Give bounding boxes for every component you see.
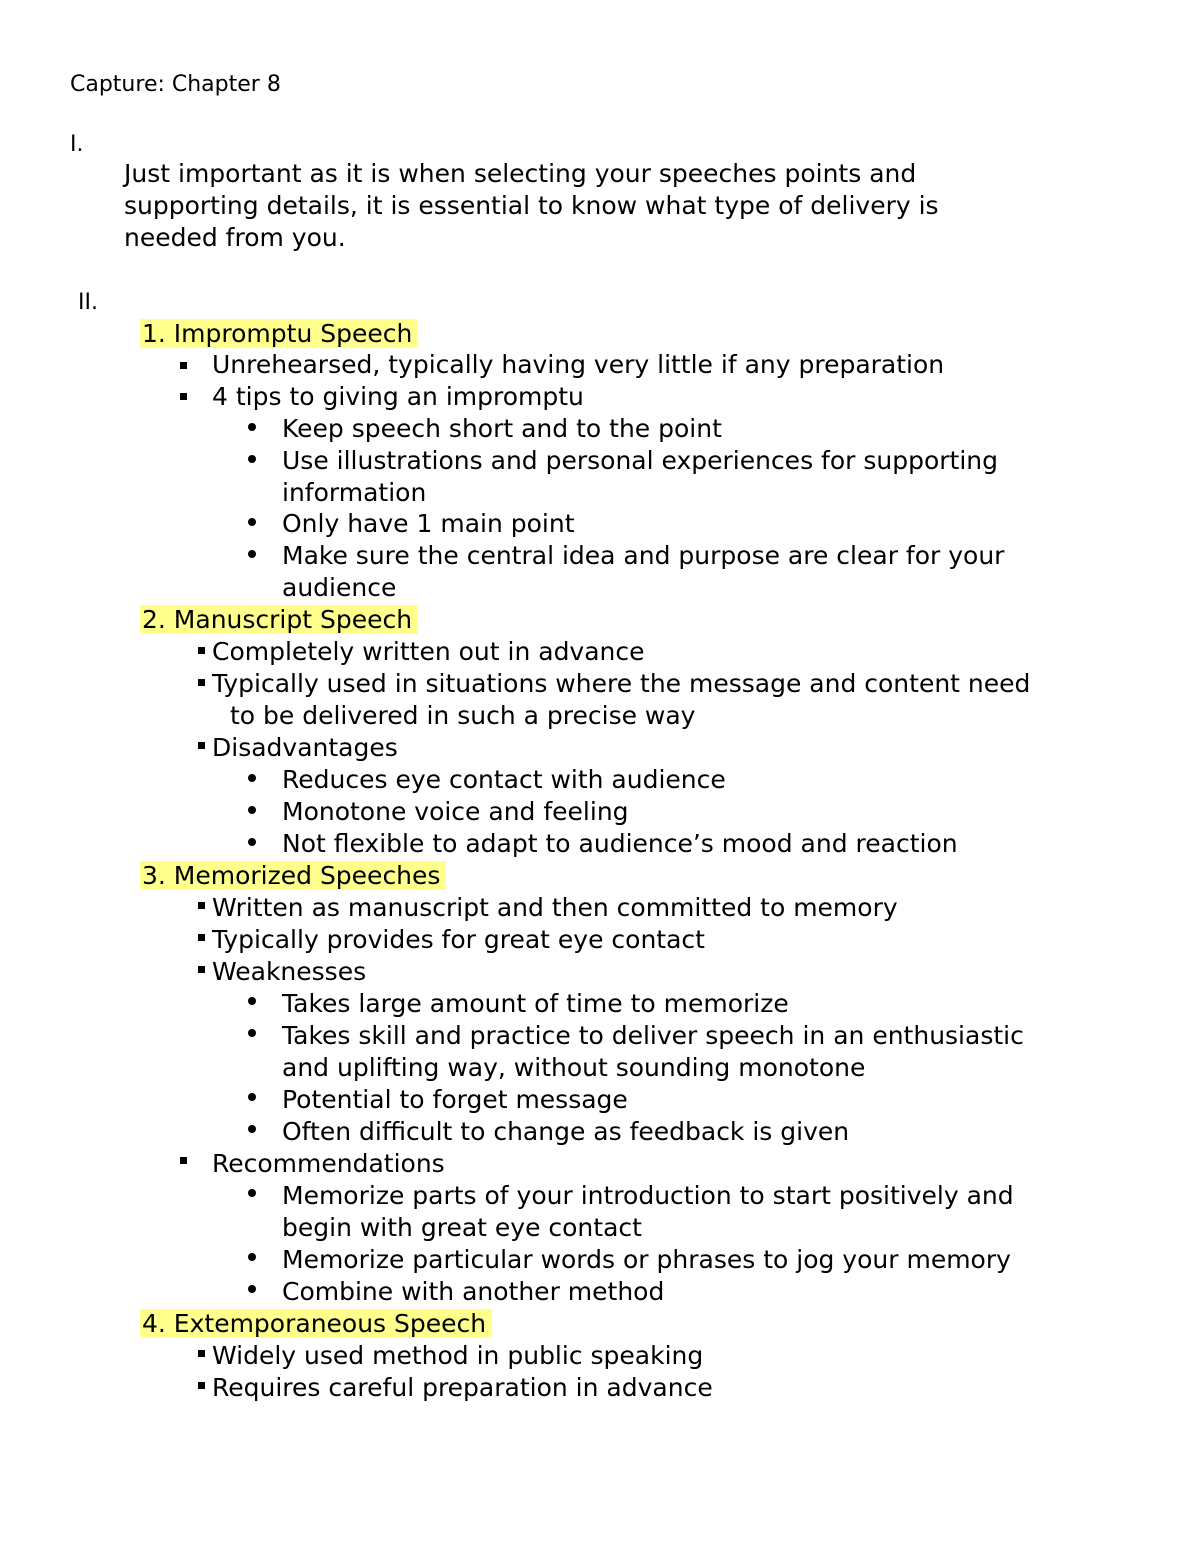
list-item: Make sure the central idea and purpose are clear for your [282,541,1005,570]
list-item: Combine with another method [282,1277,665,1306]
round-bullet-icon [248,550,256,558]
heading-extemporaneous [140,1308,492,1340]
square-bullet-icon [198,742,205,749]
square-bullet-icon [198,679,205,686]
list-item: Reduces eye contact with audience [282,765,726,794]
section-numeral-2: II. [78,290,98,315]
list-item-continued: audience [282,573,397,602]
round-bullet-icon [248,1189,256,1197]
list-item: Potential to forget message [282,1085,628,1114]
list-item: Typically used in situations where the message and content need [212,669,1031,698]
list-item: Takes large amount of time to memorize [282,989,789,1018]
square-bullet-icon [198,1382,205,1389]
highlighted-heading: 4. Extemporaneous Speech [140,1309,492,1338]
round-bullet-icon [248,455,256,463]
list-item: Typically provides for great eye contact [212,925,705,954]
list-item: Requires careful preparation in advance [212,1373,713,1402]
list-item: Completely written out in advance [212,637,645,666]
list-item: Not flexible to adapt to audience’s mood and reaction [282,829,958,858]
round-bullet-icon [248,774,256,782]
round-bullet-icon [248,838,256,846]
heading-impromptu [140,318,418,350]
list-item: Memorize parts of your introduction to start positively and [282,1181,1014,1210]
round-bullet-icon [248,1253,256,1261]
list-item: Written as manuscript and then committed to memory [212,893,898,922]
intro-line: Just important as it is when selecting your speeches points and [124,159,917,188]
round-bullet-icon [248,1093,256,1101]
intro-paragraph [124,158,939,254]
square-bullet-icon [180,393,187,400]
list-item: 4 tips to giving an impromptu [212,382,584,411]
list-item: Weaknesses [212,957,367,986]
document-title: Capture: Chapter 8 [70,72,281,97]
list-item-continued: and uplifting way, without sounding monotone [282,1053,866,1082]
round-bullet-icon [248,1285,256,1293]
square-bullet-icon [198,934,205,941]
list-item: Takes skill and practice to deliver speech in an enthusiastic [282,1021,1024,1050]
square-bullet-icon [198,647,205,654]
intro-line: supporting details, it is essential to know what type of delivery is [124,191,939,220]
square-bullet-icon [180,362,187,369]
list-item: Keep speech short and to the point [282,414,722,443]
square-bullet-icon [198,902,205,909]
intro-line: needed from you. [124,223,346,252]
round-bullet-icon [248,806,256,814]
list-item: Recommendations [212,1149,445,1178]
highlighted-heading: 2. Manuscript Speech [140,605,418,634]
heading-memorized [140,860,446,892]
round-bullet-icon [248,997,256,1005]
list-item: Unrehearsed, typically having very little if any preparation [212,350,945,379]
round-bullet-icon [248,423,256,431]
round-bullet-icon [248,1125,256,1133]
round-bullet-icon [248,1029,256,1037]
round-bullet-icon [248,518,256,526]
section-numeral-1: I. [70,132,84,157]
list-item: Monotone voice and feeling [282,797,629,826]
heading-manuscript [140,604,418,636]
highlighted-heading: 1. Impromptu Speech [140,319,418,348]
list-item: Often difficult to change as feedback is given [282,1117,850,1146]
square-bullet-icon [180,1157,187,1164]
square-bullet-icon [198,966,205,973]
list-item: Memorize particular words or phrases to jog your memory [282,1245,1011,1274]
square-bullet-icon [198,1350,205,1357]
list-item: Disadvantages [212,733,398,762]
list-item: Only have 1 main point [282,509,575,538]
list-item-continued: information [282,478,427,507]
list-item: Widely used method in public speaking [212,1341,704,1370]
highlighted-heading: 3. Memorized Speeches [140,861,446,890]
list-item: Use illustrations and personal experiences for supporting [282,446,999,475]
list-item-continued: begin with great eye contact [282,1213,642,1242]
list-item-continued: to be delivered in such a precise way [230,701,696,730]
